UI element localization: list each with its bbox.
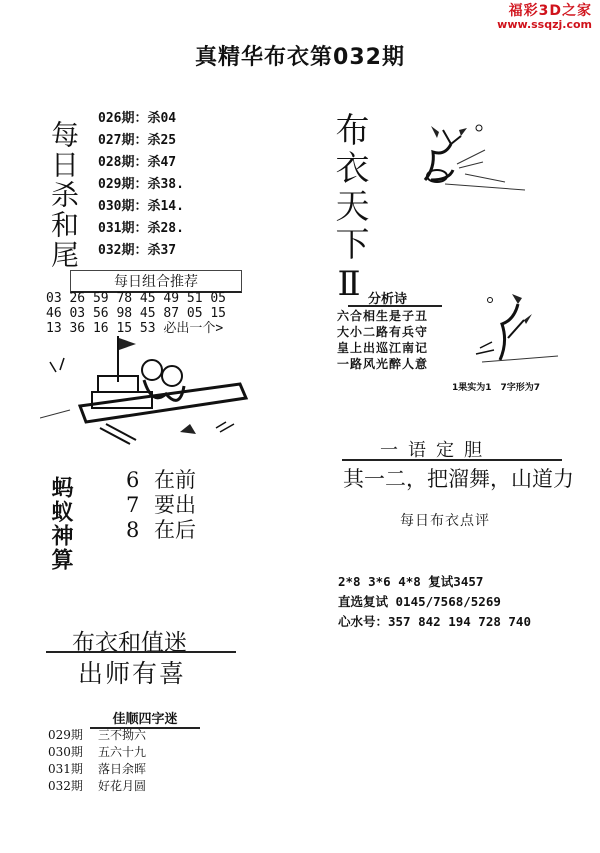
buyi-hezhi-title: 布衣和值迷 [72, 630, 187, 656]
brand-watermark [497, 4, 592, 30]
riddle-text: 好花月圆 [98, 779, 147, 793]
poem-line: 皇上出巡江南记 [337, 341, 429, 355]
list-item: 心水号：357 842 194 728 740 [338, 614, 531, 629]
combo-row: 46 03 56 98 45 87 05 15 [46, 306, 227, 321]
list-item: 直选复试 0145/7568/5269 [338, 594, 501, 609]
page-title: 真精华布衣第032期 [195, 45, 405, 70]
ant-label: 蚂蚁神算 [48, 476, 74, 572]
children-scene-illustration [40, 332, 250, 448]
poem-line: 大小二路有兵守 [337, 325, 429, 339]
issue-label: 030期 [48, 745, 83, 759]
jiashun-list [48, 727, 146, 795]
buyi-hezhi-answer: 出师有喜 [78, 659, 187, 688]
list-item [48, 778, 146, 795]
list-item: 028期：杀47 [98, 155, 177, 170]
analysis-poem-title: 分析诗 [368, 292, 408, 307]
ant-text: 要出 [154, 493, 196, 517]
jiashun-title: 佳顺四字迷 [90, 708, 200, 729]
riddle-text: 三不拗六 [98, 728, 147, 742]
list-item [126, 493, 196, 518]
issue-label: 031期 [48, 762, 83, 776]
daily-kill-label: 每日杀和尾 [47, 120, 80, 270]
divider [342, 459, 562, 461]
list-item: 027期：杀25 [98, 133, 177, 148]
poem-line: 六合相生是子丑 [337, 309, 429, 323]
ant-num: 6 [126, 468, 140, 492]
list-item: 026期：杀04 [98, 111, 177, 126]
ant-num: 8 [126, 518, 140, 542]
divider [348, 305, 442, 307]
list-item: 2*8 3*6 4*8 复试3457 [338, 574, 484, 589]
combo-row: 03 26 59 78 45 49 51 05 [46, 291, 227, 306]
riddle-text: 落日余晖 [98, 762, 147, 776]
list-item [126, 518, 196, 543]
list-item: 031期：杀28. [98, 221, 184, 236]
list-item: 030期：杀14. [98, 199, 184, 214]
yiyu-title: 一语定胆 [380, 440, 492, 461]
branch-sketch-illustration [462, 290, 562, 366]
analysis-poem [337, 308, 428, 372]
ant-text: 在前 [154, 468, 196, 492]
ant-rows [126, 468, 196, 543]
list-item: 029期：杀38. [98, 177, 184, 192]
combo-row: 13 36 16 15 53 必出一个> [46, 321, 224, 336]
ant-num: 7 [126, 493, 140, 517]
daily-kill-list [98, 108, 184, 262]
brand-url: www.ssqzj.com [497, 17, 592, 31]
brand-name: 福彩3D之家 [508, 3, 592, 19]
ant-text: 在后 [154, 518, 196, 542]
list-item [48, 761, 146, 778]
analysis-poem-caption: 1果实为1 7字形为7 [452, 383, 541, 393]
picks-list [338, 572, 531, 632]
list-item: 032期：杀37 [98, 243, 177, 258]
issue-label: 032期 [48, 779, 83, 793]
list-item [48, 727, 146, 744]
combo-rows [46, 291, 226, 336]
list-item [126, 468, 196, 493]
yiyu-text: 其一二，把溜舞，山道力 [343, 467, 574, 491]
combo-title: 每日组合推荐 [70, 270, 242, 293]
issue-label: 029期 [48, 728, 83, 742]
buyi-tianxia-heading: 布衣天下Ⅱ [329, 112, 369, 308]
divider [46, 651, 236, 653]
list-item [48, 744, 146, 761]
riddle-text: 五六十九 [98, 745, 147, 759]
daily-comment-heading: 每日布衣点评 [400, 513, 490, 529]
poem-line: 一路风光醉人意 [337, 357, 429, 371]
plant-sketch-illustration [405, 118, 555, 198]
